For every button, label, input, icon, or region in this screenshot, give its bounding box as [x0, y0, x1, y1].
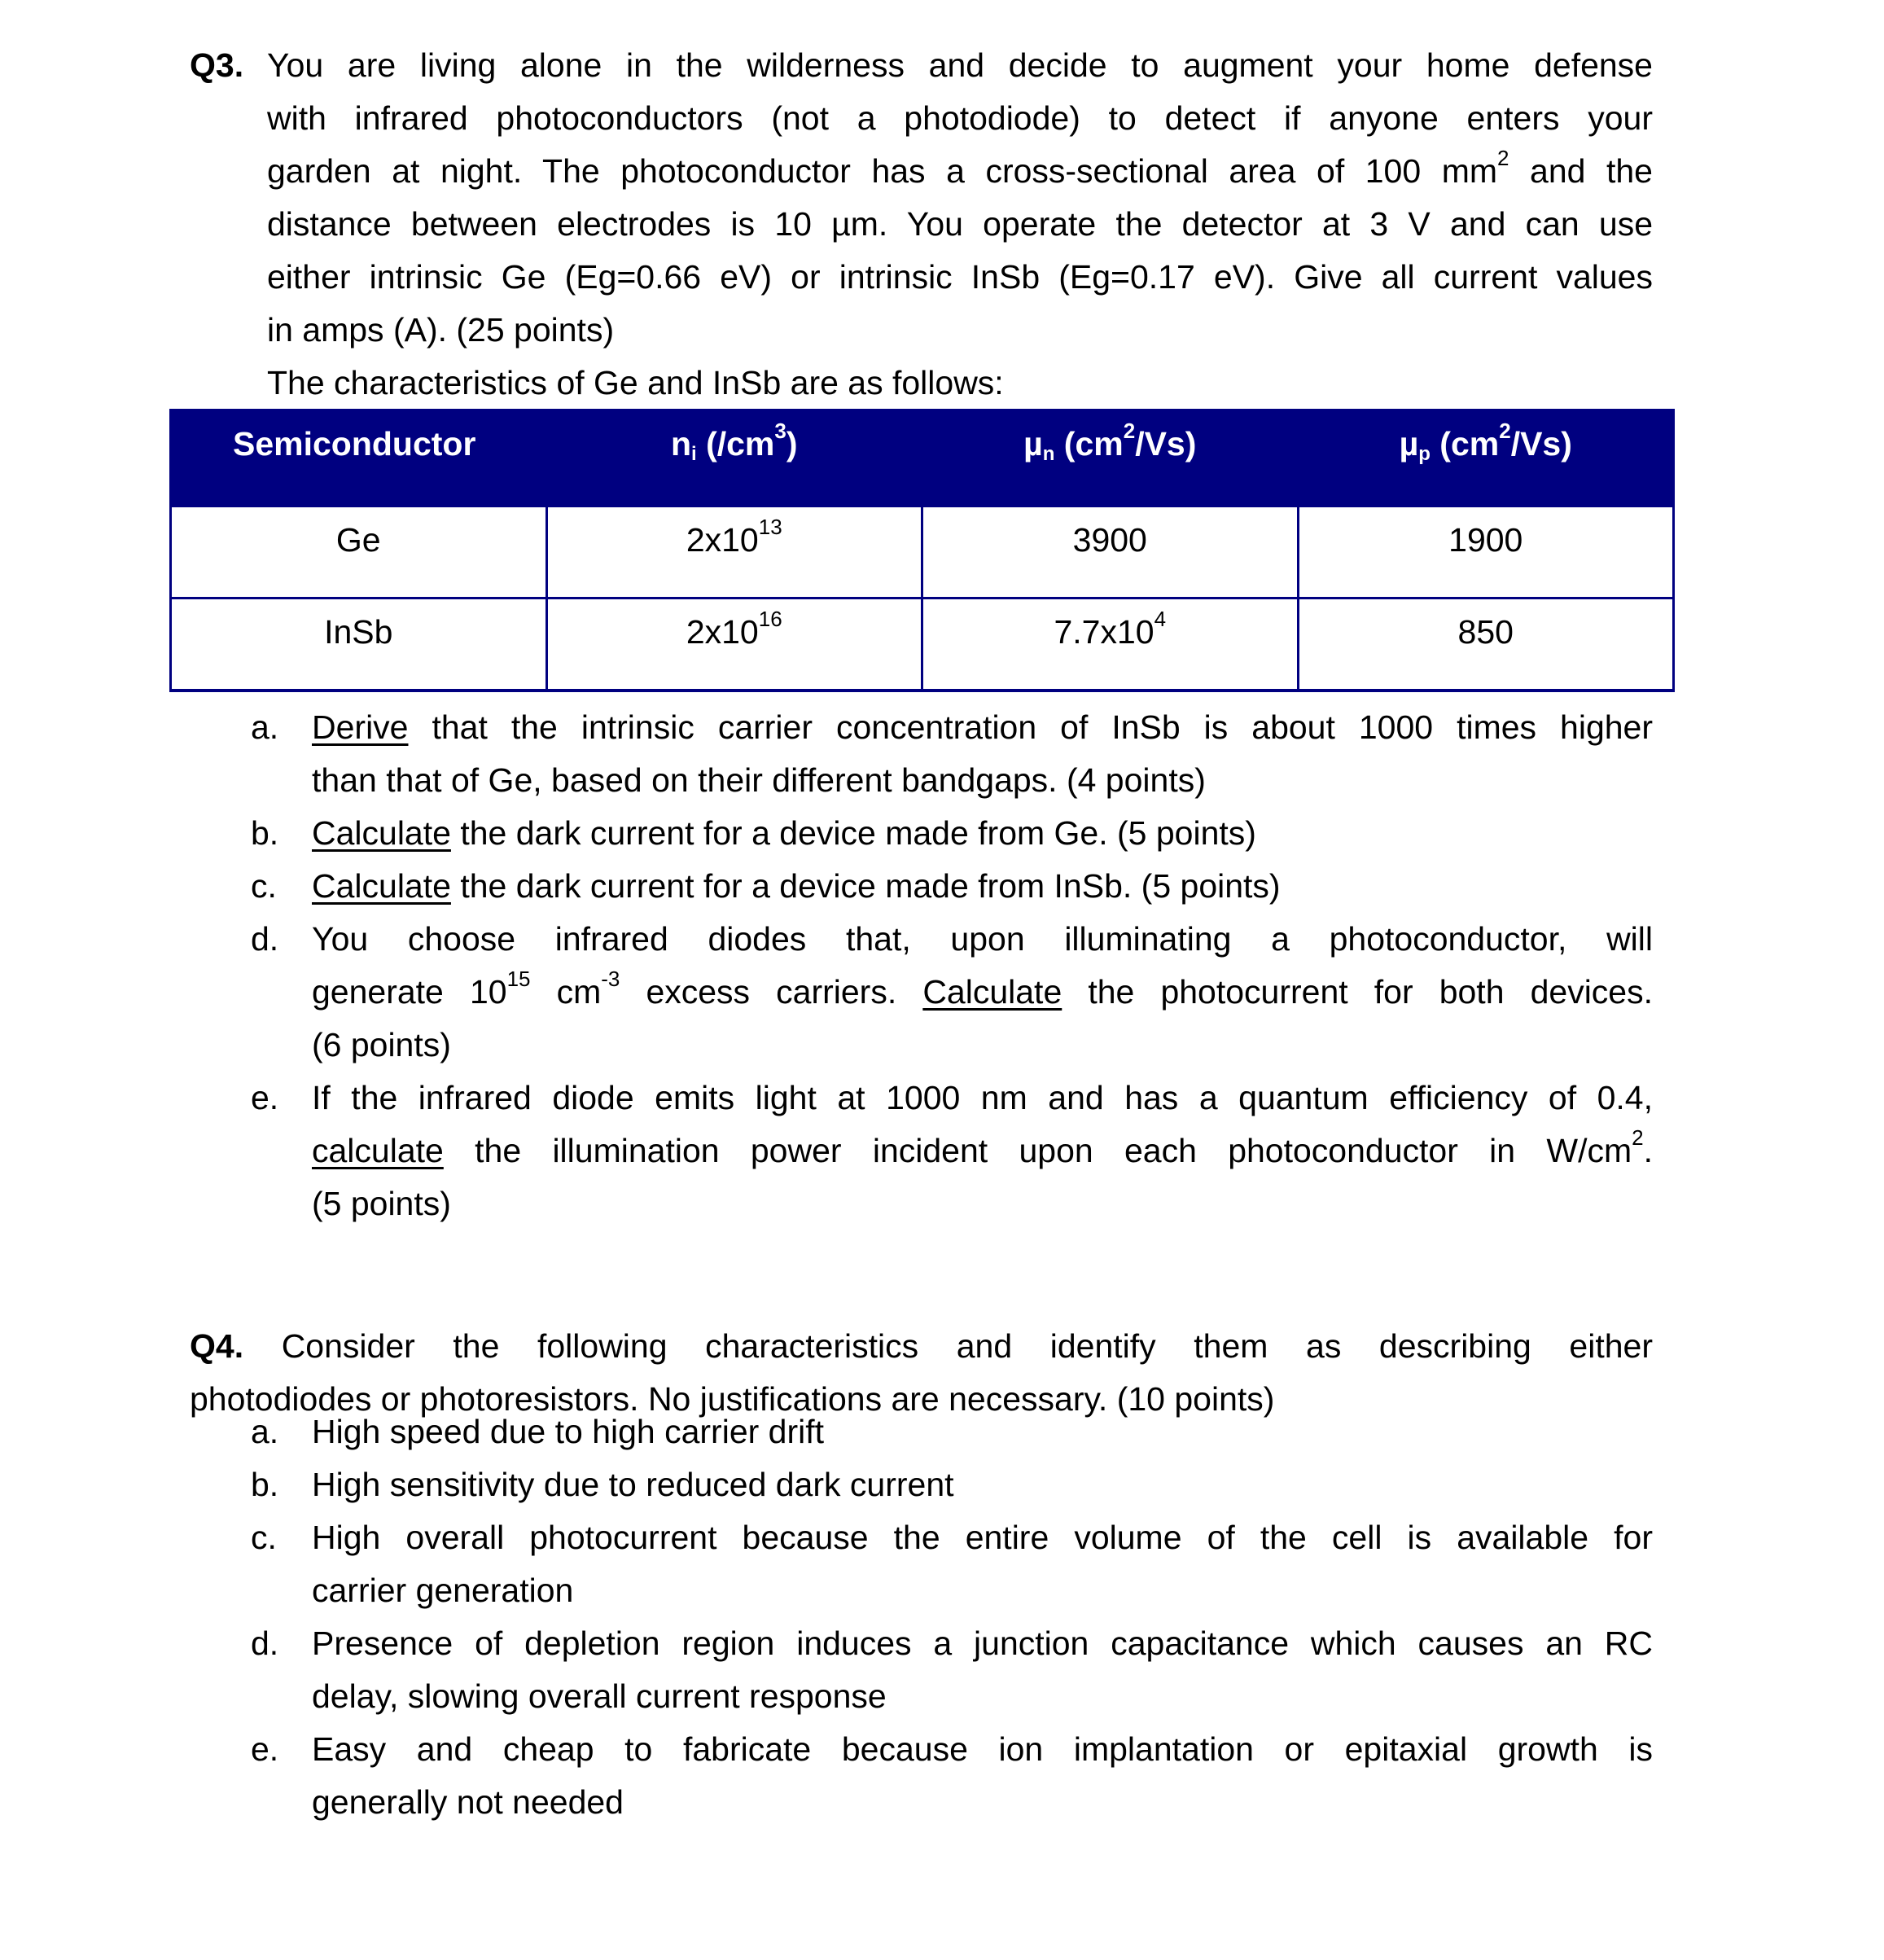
item-line-text: than that of Ge, based on their different bandgaps. (4 points)	[312, 761, 1206, 799]
item-text	[312, 1405, 1653, 1458]
item-text	[312, 860, 1653, 913]
item-marker: d.	[251, 1625, 279, 1662]
exponent: 15	[506, 967, 531, 992]
q3-text: You are living alone in the wilderness and decide to augment your home defense	[267, 46, 1653, 84]
item-line	[312, 966, 1653, 1019]
item-marker: b.	[251, 1466, 279, 1503]
item-line	[312, 913, 1653, 966]
item-marker: a.	[251, 1413, 279, 1450]
area-exponent: 2	[1497, 146, 1509, 171]
action-verb: Calculate	[312, 814, 451, 852]
header-unit-end: )	[786, 425, 798, 463]
q3-text: in amps (A). (25 points)	[267, 311, 615, 349]
item-line-text: High sensitivity due to reduced dark current	[312, 1466, 954, 1503]
cell-mu-n	[922, 599, 1299, 691]
item-line-text: High speed due to high carrier drift	[312, 1413, 825, 1450]
header-subscript: n	[1042, 443, 1055, 465]
item-line-text: Presence of depletion region induces a junction capacitance which causes an RC	[312, 1625, 1653, 1662]
q3-text: and the	[1530, 152, 1653, 190]
header-unit: (/cm	[696, 425, 775, 463]
item-line-text: the illumination power incident upon each photoconductor in W/cm	[443, 1132, 1632, 1169]
q4-item-d	[251, 1617, 1653, 1723]
header-symbol: µ	[1023, 425, 1043, 463]
item-text	[312, 1511, 1653, 1617]
header-symbol: n	[670, 425, 692, 463]
q3-label: Q3.	[190, 46, 244, 84]
item-line	[312, 1723, 1653, 1776]
q3-item-c	[251, 860, 1653, 913]
q4-subquestions	[251, 1405, 1653, 1829]
question-3	[190, 39, 1653, 410]
header-superscript: 2	[1123, 419, 1136, 444]
header-unit-end: /Vs)	[1510, 425, 1572, 463]
item-text	[312, 913, 1653, 1072]
cell-text: Ge	[335, 521, 381, 559]
q3-text: either intrinsic Ge (Eg=0.66 eV) or intrinsic InSb (Eg=0.17 eV). Give all current values	[267, 258, 1653, 296]
cell-semiconductor	[171, 506, 547, 599]
item-line-text: generally not needed	[312, 1783, 624, 1821]
cell-text: InSb	[324, 613, 393, 651]
column-header-mu-n	[922, 410, 1299, 506]
q4-item-e	[251, 1723, 1653, 1829]
action-verb: Calculate	[922, 973, 1062, 1011]
item-line-text: If the infrared diode emits light at 1000 nm and has a quantum efficiency of 0.4,	[312, 1079, 1653, 1116]
item-line	[312, 701, 1653, 754]
item-line-text: the photocurrent for both devices.	[1062, 973, 1653, 1011]
item-line	[312, 1177, 1653, 1230]
item-line	[312, 1511, 1653, 1564]
q4-item-b	[251, 1458, 1653, 1511]
item-line-text: generate 10	[312, 973, 507, 1011]
table-header-row	[171, 410, 1674, 506]
item-points: (6 points)	[312, 1026, 451, 1063]
cell-exponent: 4	[1154, 607, 1167, 632]
item-line-text: excess carriers.	[620, 973, 923, 1011]
q3-text: with infrared photoconductors (not a photodiode) to detect if anyone enters your	[267, 99, 1653, 137]
q4-label: Q4.	[190, 1327, 244, 1365]
q3-line-5	[190, 251, 1653, 304]
item-line-text: the dark current for a device made from Ge. (5 points)	[450, 814, 1256, 852]
item-text	[312, 807, 1653, 860]
table-intro-text: The characteristics of Ge and InSb are as follows:	[267, 364, 1004, 401]
header-unit: (cm	[1430, 425, 1500, 463]
exponent: -3	[601, 967, 620, 992]
item-marker: c.	[251, 1519, 277, 1556]
table-intro	[190, 357, 1653, 410]
q3-text: distance between electrodes is 10 µm. You operate the detector at 3 V and can use	[267, 205, 1653, 243]
item-line-text: the dark current for a device made from InSb. (5 points)	[450, 867, 1281, 905]
q3-item-a	[251, 701, 1653, 807]
item-line	[312, 1125, 1653, 1177]
q3-line-4	[190, 198, 1653, 251]
action-verb: Derive	[312, 708, 409, 746]
q3-line-6	[190, 304, 1653, 357]
q4-item-c	[251, 1511, 1653, 1617]
item-line-text: carrier generation	[312, 1572, 574, 1609]
action-verb: calculate	[312, 1132, 444, 1169]
item-line-text: .	[1643, 1132, 1653, 1169]
item-points: (5 points)	[312, 1185, 451, 1222]
item-line	[312, 754, 1653, 807]
cell-mu-p	[1298, 599, 1674, 691]
q4-text: photodiodes or photoresistors. No justifications are necessary. (10 points)	[190, 1380, 1275, 1418]
item-line	[312, 1564, 1653, 1617]
q3-item-e	[251, 1072, 1653, 1230]
header-label: Semiconductor	[233, 425, 476, 463]
item-marker: e.	[251, 1079, 279, 1116]
cell-text: 3900	[1072, 521, 1147, 559]
item-line-text: You choose infrared diodes that, upon illuminating a photoconductor, will	[312, 920, 1653, 958]
header-superscript: 2	[1499, 419, 1511, 444]
item-text	[312, 1723, 1653, 1829]
column-header-mu-p	[1298, 410, 1674, 506]
item-line-text: High overall photocurrent because the entire volume of the cell is available for	[312, 1519, 1653, 1556]
header-subscript: i	[691, 443, 697, 465]
table-row-insb	[171, 599, 1674, 691]
q3-line-1	[190, 39, 1653, 92]
column-header-ni	[546, 410, 922, 506]
item-marker: c.	[251, 867, 277, 905]
item-line	[312, 1776, 1653, 1829]
item-marker: b.	[251, 814, 279, 852]
item-line-text: delay, slowing overall current response	[312, 1677, 887, 1715]
q3-line-3	[190, 145, 1653, 198]
semiconductor-properties-table	[169, 409, 1675, 692]
exponent: 2	[1632, 1125, 1644, 1151]
item-line-text: that the intrinsic carrier concentration of InSb is about 1000 times higher	[408, 708, 1653, 746]
action-verb: Calculate	[312, 867, 451, 905]
header-superscript: 3	[774, 419, 786, 444]
item-line-text: cm	[530, 973, 602, 1011]
cell-mu-p	[1298, 506, 1674, 599]
item-line	[312, 1617, 1653, 1670]
item-marker: e.	[251, 1730, 279, 1768]
q3-text: garden at night. The photoconductor has a cross-sectional area of 100 mm	[267, 152, 1498, 190]
q3-line-2	[190, 92, 1653, 145]
item-text	[312, 1072, 1653, 1230]
cell-exponent: 16	[758, 607, 782, 632]
item-line	[312, 1019, 1653, 1072]
q4-text: Consider the following characteristics and identify them as describing either	[281, 1327, 1653, 1365]
cell-text: 2x10	[686, 613, 759, 651]
item-line	[312, 1670, 1653, 1723]
item-marker: d.	[251, 920, 279, 958]
q3-subquestions	[251, 701, 1653, 1230]
cell-semiconductor	[171, 599, 547, 691]
item-marker: a.	[251, 708, 279, 746]
q4-item-a	[251, 1405, 1653, 1458]
header-symbol: µ	[1399, 425, 1419, 463]
cell-text: 850	[1457, 613, 1514, 651]
column-header-semiconductor	[171, 410, 547, 506]
q4-line-1	[190, 1320, 1653, 1373]
q3-item-b	[251, 807, 1653, 860]
cell-text: 1900	[1448, 521, 1523, 559]
item-text	[312, 701, 1653, 807]
cell-ni	[546, 599, 922, 691]
header-subscript: p	[1418, 443, 1431, 465]
item-text	[312, 1617, 1653, 1723]
cell-text: 2x10	[686, 521, 759, 559]
q3-item-d	[251, 913, 1653, 1072]
header-unit-end: /Vs)	[1135, 425, 1197, 463]
table-row-ge	[171, 506, 1674, 599]
item-text	[312, 1458, 1653, 1511]
cell-exponent: 13	[758, 515, 782, 540]
cell-ni	[546, 506, 922, 599]
cell-mu-n	[922, 506, 1299, 599]
cell-text: 7.7x10	[1054, 613, 1154, 651]
item-line-text: Easy and cheap to fabricate because ion implantation or epitaxial growth is	[312, 1730, 1653, 1768]
item-line	[312, 1072, 1653, 1125]
header-unit: (cm	[1054, 425, 1124, 463]
